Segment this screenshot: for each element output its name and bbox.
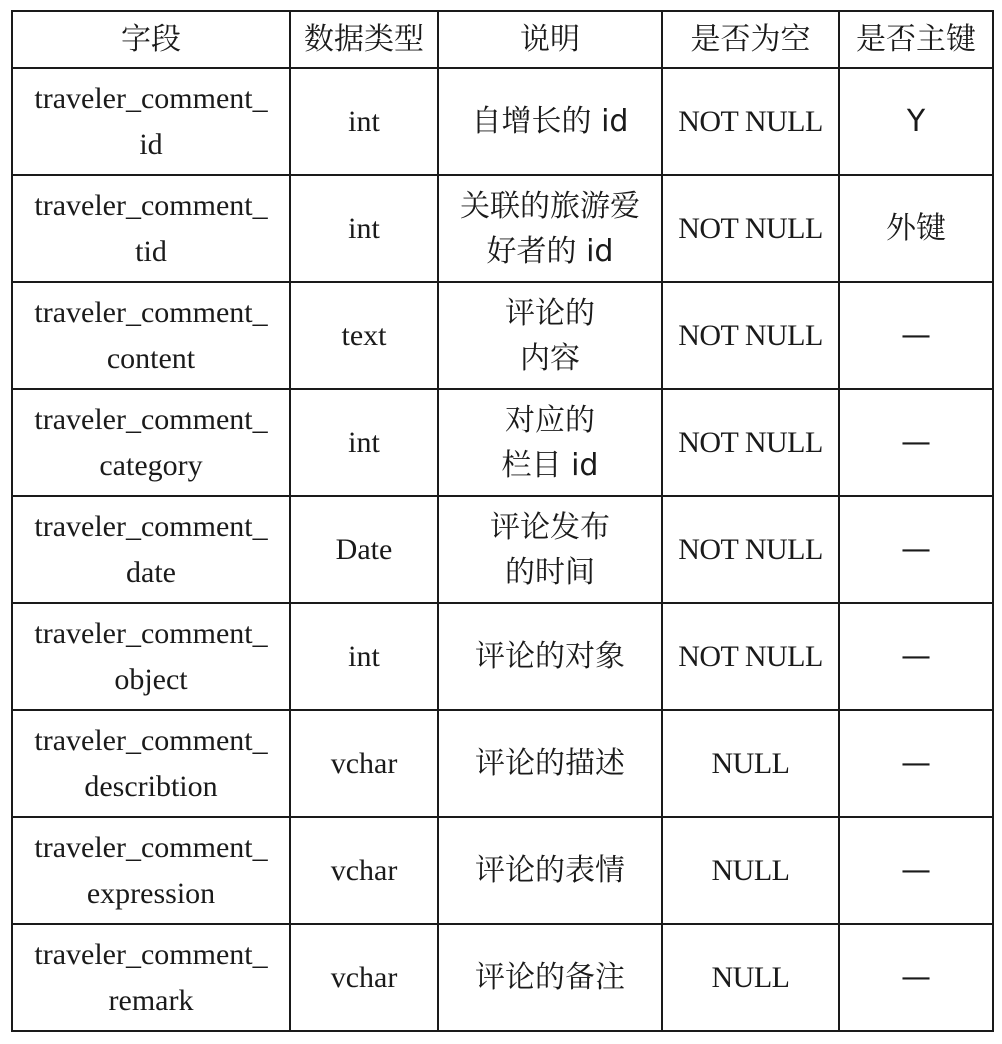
type-cell: int	[290, 68, 438, 175]
nullable-cell: NOT NULL	[662, 282, 839, 389]
table-row	[12, 817, 993, 924]
nullable-cell: NULL	[662, 817, 839, 924]
field-cell	[12, 68, 290, 175]
field-cell	[12, 496, 290, 603]
header-field: 字段	[12, 11, 290, 68]
description-line: 对应的	[505, 402, 595, 438]
table-row	[12, 389, 993, 496]
primary-key-cell: —	[839, 389, 993, 496]
nullable-cell: NOT NULL	[662, 496, 839, 603]
field-name-line: traveler_comment_	[34, 830, 268, 864]
description-line: 评论发布	[490, 509, 610, 545]
field-cell	[12, 817, 290, 924]
nullable-cell: NULL	[662, 710, 839, 817]
field-cell	[12, 175, 290, 282]
field-name-line: content	[106, 341, 196, 375]
header-nullable: 是否为空	[662, 11, 839, 68]
description-line: 的时间	[505, 554, 595, 590]
description-cell	[438, 282, 662, 389]
field-name-line: tid	[135, 234, 167, 268]
header-description: 说明	[438, 11, 662, 68]
header-primary-key: 是否主键	[839, 11, 993, 68]
description-line: 评论的描述	[475, 746, 625, 781]
table-row	[12, 496, 993, 603]
field-cell	[12, 389, 290, 496]
field-name-line: traveler_comment_	[34, 616, 268, 650]
description-line: 评论的备注	[475, 960, 625, 995]
field-cell	[12, 710, 290, 817]
description-cell	[438, 924, 662, 1031]
description-cell	[438, 603, 662, 710]
type-cell: Date	[290, 496, 438, 603]
field-name-line: expression	[86, 876, 216, 910]
nullable-cell: NOT NULL	[662, 175, 839, 282]
table-row	[12, 282, 993, 389]
description-line: 好者的 id	[486, 233, 614, 269]
primary-key-cell: —	[839, 817, 993, 924]
table-header	[12, 11, 993, 68]
description-line: 栏目 id	[501, 447, 599, 483]
primary-key-cell: Y	[839, 68, 993, 175]
description-cell	[438, 817, 662, 924]
field-name-line: traveler_comment_	[34, 81, 268, 115]
nullable-cell: NOT NULL	[662, 68, 839, 175]
type-cell: vchar	[290, 817, 438, 924]
field-name-line: object	[114, 662, 188, 696]
table-row	[12, 68, 993, 175]
field-cell	[12, 924, 290, 1031]
nullable-cell: NULL	[662, 924, 839, 1031]
field-name-line: describtion	[84, 769, 218, 803]
nullable-cell: NOT NULL	[662, 603, 839, 710]
schema-table	[11, 10, 994, 1032]
description-line: 评论的	[505, 295, 595, 331]
description-cell	[438, 389, 662, 496]
header-data-type: 数据类型	[290, 11, 438, 68]
schema-table-container	[11, 10, 992, 1032]
field-cell	[12, 282, 290, 389]
primary-key-cell: 外键	[839, 175, 993, 282]
type-cell: text	[290, 282, 438, 389]
field-name-line: traveler_comment_	[34, 723, 268, 757]
description-cell	[438, 175, 662, 282]
table-row	[12, 175, 993, 282]
primary-key-cell: —	[839, 924, 993, 1031]
description-line: 评论的表情	[475, 853, 625, 888]
header-row	[12, 11, 993, 68]
description-line: 关联的旅游爱	[460, 188, 640, 224]
table-row	[12, 924, 993, 1031]
field-name-line: category	[99, 448, 203, 482]
description-line: 自增长的 id	[471, 104, 629, 139]
description-cell	[438, 68, 662, 175]
description-cell	[438, 710, 662, 817]
field-name-line: traveler_comment_	[34, 509, 268, 543]
field-name-line: remark	[108, 983, 194, 1017]
type-cell: int	[290, 389, 438, 496]
field-name-line: traveler_comment_	[34, 188, 268, 222]
field-cell	[12, 603, 290, 710]
field-name-line: id	[139, 127, 163, 161]
primary-key-cell: —	[839, 710, 993, 817]
primary-key-cell: —	[839, 282, 993, 389]
table-row	[12, 710, 993, 817]
primary-key-cell: —	[839, 603, 993, 710]
type-cell: int	[290, 603, 438, 710]
type-cell: int	[290, 175, 438, 282]
field-name-line: date	[126, 555, 176, 589]
table-row	[12, 603, 993, 710]
table-body	[12, 68, 993, 1031]
type-cell: vchar	[290, 710, 438, 817]
description-cell	[438, 496, 662, 603]
field-name-line: traveler_comment_	[34, 295, 268, 329]
field-name-line: traveler_comment_	[34, 402, 268, 436]
field-name-line: traveler_comment_	[34, 937, 268, 971]
description-line: 评论的对象	[475, 639, 625, 674]
primary-key-cell: —	[839, 496, 993, 603]
description-line: 内容	[520, 340, 580, 376]
nullable-cell: NOT NULL	[662, 389, 839, 496]
type-cell: vchar	[290, 924, 438, 1031]
